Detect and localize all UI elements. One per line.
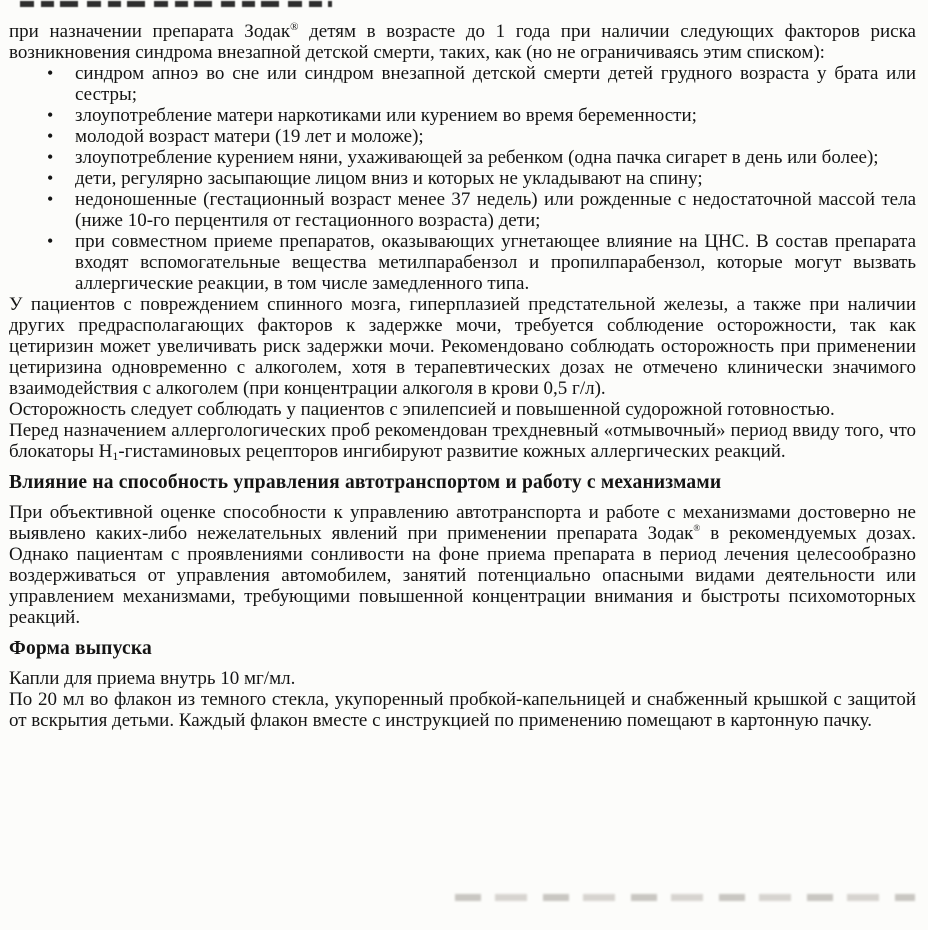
driving-paragraph (9, 502, 916, 628)
list-item-text: молодой возраст матери (19 лет и моложе); (75, 126, 424, 147)
list-item (9, 63, 916, 105)
h1-receptor-subscript: 1 (112, 449, 119, 463)
list-item-text: дети, регулярно засыпающие лицом вниз и которых не укладывают на спину; (75, 168, 703, 189)
registered-trademark-symbol: ® (290, 21, 299, 33)
list-item-text: при совместном приеме препаратов, оказывающих угнетающее влияние на ЦНС. В состав препарата входят вспомогательные вещества метилпарабензол и пропилпарабензол, которые могут вызвать аллергические реакции, в том числе замедленного типа. (75, 231, 916, 294)
list-item (9, 231, 916, 294)
driving-text-after-trademark: в рекомендуемых дозах. Однако пациентам с проявлениями сонливости на фоне приема препарата в период лечения целесообразно воздерживаться от управления автомобилем, занятий потенциально опасными видами деятельности или управлением механизмами, требующими повышенной концентрации внимания и быстроты психомоторных реакций. (9, 523, 916, 628)
clipped-text-fragment (20, 1, 332, 7)
intro-text-before-trademark: при назначении препарата Зодак (9, 21, 291, 42)
list-item (9, 147, 916, 168)
intro-paragraph (9, 21, 916, 63)
dosage-form-paragraph: Капли для приема внутрь 10 мг/мл. (9, 668, 296, 689)
intro-text-after-trademark: детям в возрасте до 1 года при наличии следующих факторов риска возникновения синдрома внезапной детской смерти, таких, как (но не ограничиваясь этим списком): (9, 21, 916, 63)
list-item (9, 126, 916, 147)
bullet-icon: • (47, 147, 54, 167)
bullet-icon: • (47, 126, 54, 146)
bullet-icon: • (47, 105, 54, 125)
urinary-retention-caution-paragraph: У пациентов с повреждением спинного мозга, гиперплазией предстательной железы, а также при наличии других предрасполагающих факторов к задержке мочи, требуется соблюдение осторожности, так как цетиризин может увеличивать риск задержки мочи. Рекомендовано соблюдать осторожность при применении цетиризина одновременно с алкоголем, хотя в терапевтических дозах не отмечено клинически значимого взаимодействия с алкоголем (при концентрации алкоголя в крови 0,5 г/л). (9, 294, 916, 399)
driving-text-before-trademark: При объективной оценке способности к управлению автотранспорта и работе с механизмами достоверно не выявлено каких-либо нежелательных явлений при применении препарата Зодак (9, 502, 916, 544)
allergy-test-text-after-subscript: -гистаминовых рецепторов ингибируют развитие кожных аллергических реакций. (118, 441, 786, 462)
list-item (9, 105, 916, 126)
bullet-icon: • (47, 189, 54, 209)
bullet-icon: • (47, 231, 54, 251)
driving-section-heading: Влияние на способность управления автотранспортом и работу с механизмами (9, 472, 722, 493)
allergy-test-paragraph (9, 420, 916, 462)
registered-trademark-symbol: ® (693, 523, 701, 533)
release-form-heading: Форма выпуска (9, 638, 152, 659)
packaging-paragraph: По 20 мл во флакон из темного стекла, укупоренный пробкой-капельницей и снабженный крышкой с защитой от вскрытия детьми. Каждый флакон вместе с инструкцией по применению помещают в картонную пачку. (9, 689, 916, 731)
list-item-text: злоупотребление матери наркотиками или курением во время беременности; (75, 105, 697, 126)
bullet-icon: • (47, 63, 54, 83)
list-item (9, 189, 916, 231)
list-item-text: синдром апноэ во сне или синдром внезапной детской смерти детей грудного возраста у брата или сестры; (75, 63, 916, 105)
list-item-text: злоупотребление курением няни, ухаживающей за ребенком (одна пачка сигарет в день или более); (75, 147, 879, 168)
risk-factors-list (9, 63, 916, 294)
allergy-test-text-before-subscript: Перед назначением аллергологических проб рекомендован трехдневный «отмывочный» период ввиду того, что блокаторы Н (9, 420, 916, 462)
epilepsy-caution-paragraph: Осторожность следует соблюдать у пациентов с эпилепсией и повышенной судорожной готовностью. (9, 399, 835, 420)
bullet-icon: • (47, 168, 54, 188)
scan-artifact (455, 894, 915, 901)
list-item-text: недоношенные (гестационный возраст менее 37 недель) или рожденные с недостаточной массой тела (ниже 10-го перцентиля от гестационного возраста) дети; (75, 189, 916, 231)
list-item (9, 168, 916, 189)
